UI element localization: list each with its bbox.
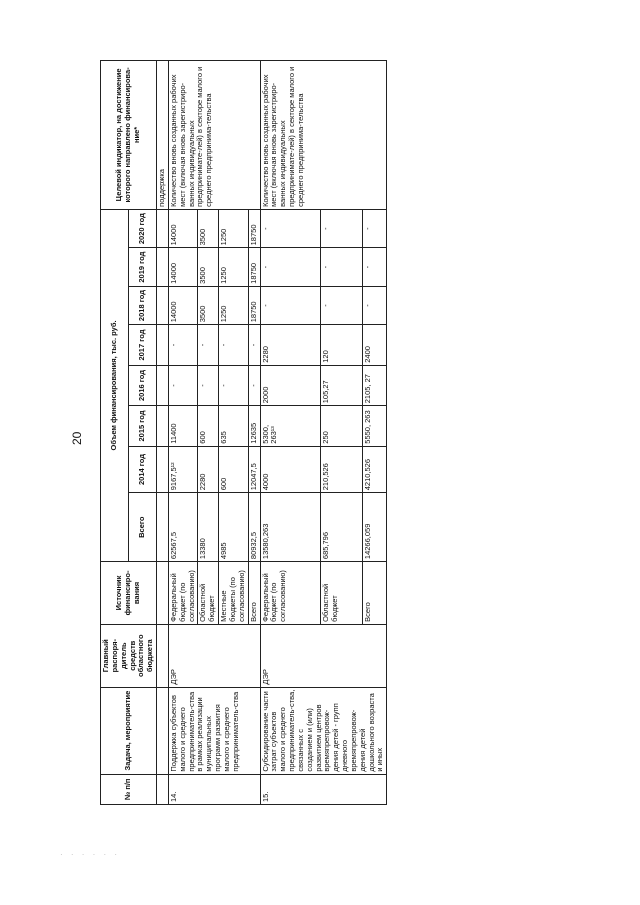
row-year-value: 635 <box>219 406 249 446</box>
row-year-value: 210,526 <box>320 446 362 493</box>
row-year-value: 600 <box>219 446 249 493</box>
empty-cell <box>157 325 169 365</box>
row-year-value: 11400 <box>168 406 198 446</box>
row-total: 13580,263 <box>260 493 320 562</box>
row-year-value: - <box>219 325 249 365</box>
header-source: Источник финансиро-вания <box>101 562 157 625</box>
row-year-value: 1250 <box>219 209 249 248</box>
row-year-value: - <box>248 365 260 405</box>
row-year-value: - <box>363 248 387 286</box>
row-total: 80932,5 <box>248 493 260 562</box>
empty-cell <box>157 365 169 405</box>
header-year: 2016 год <box>129 365 157 405</box>
empty-cell <box>157 774 169 804</box>
row-year-value: 2400 <box>363 325 387 365</box>
row-year-value: 2000 <box>260 365 320 405</box>
row-source: Областной бюджет <box>320 562 362 625</box>
empty-cell <box>157 624 169 687</box>
row-year-value: - <box>219 365 249 405</box>
header-year: 2020 год <box>129 209 157 248</box>
row-total: 62567,5 <box>168 493 198 562</box>
header-year: 2017 год <box>129 325 157 365</box>
row-source: Всего <box>248 562 260 625</box>
row-year-value: - <box>168 365 198 405</box>
header-manager: Главный распоря-дитель средств областного бюджета <box>101 624 157 687</box>
row-year-value: 1250 <box>219 286 249 324</box>
row-year-value: 18750 <box>248 248 260 286</box>
row-year-value: 1250 <box>219 248 249 286</box>
row-num: 14. <box>168 774 260 804</box>
row-source: Местные бюджеты (по согласованию) <box>219 562 249 625</box>
empty-cell <box>157 687 169 774</box>
row-indicator: Количество вновь созданных рабочих мест (включая вновь зарегистриро-ванных индивидуальных предпринимате-лей) в секторе малого и среднего предпринима-тельства <box>260 61 387 210</box>
row-manager: ДЭР <box>260 624 387 687</box>
row-year-value: - <box>320 209 362 248</box>
row-total: 13380 <box>198 493 219 562</box>
empty-cell <box>157 446 169 493</box>
header-year: 2018 год <box>129 286 157 324</box>
row-total: 685,796 <box>320 493 362 562</box>
financing-table <box>100 60 387 805</box>
row-year-value: 600 <box>198 406 219 446</box>
row-year-value: 3500 <box>198 209 219 248</box>
carry-over-text: поддержка <box>157 61 169 210</box>
header-indicator: Целевой индикатор, на достижение которого направлено финансирова-ние* <box>101 61 157 210</box>
row-year-value: 4210,526 <box>363 446 387 493</box>
row-task: Субсидирование части затрат субъектов малого и среднего предприниматель-ства, связанных с созданием и (или) развитием центров времяпрепровож-дения детей - групп дневного времяпрепровож-дения детей дошкольного возраста и иных <box>260 687 387 774</box>
header-year: 2015 год <box>129 406 157 446</box>
row-task: Поддержка субъектов малого и среднего предприниматель-ства в рамках реализации муниципальных программ развития малого и среднего предприниматель-ства <box>168 687 260 774</box>
row-year-value: 2105, 27 <box>363 365 387 405</box>
row-year-value: - <box>260 248 320 286</box>
row-year-value: 18750 <box>248 286 260 324</box>
row-year-value: 120 <box>320 325 362 365</box>
row-source: Всего <box>363 562 387 625</box>
row-year-value: - <box>260 286 320 324</box>
header-task: Задача, мероприятие <box>101 687 157 774</box>
row-year-value: - <box>198 325 219 365</box>
header-row-1 <box>101 61 129 805</box>
row-year-value: - <box>320 248 362 286</box>
empty-cell <box>157 562 169 625</box>
row-year-value: 14000 <box>168 209 198 248</box>
row-year-value: 5300, 263¹³ <box>260 406 320 446</box>
page-number: 20 <box>70 431 84 445</box>
empty-cell <box>157 248 169 286</box>
header-total: Всего <box>129 493 157 562</box>
row-year-value: 18750 <box>248 209 260 248</box>
row-year-value: - <box>198 365 219 405</box>
header-year: 2014 год <box>129 446 157 493</box>
row-year-value: 2280 <box>260 325 320 365</box>
row-total: 14266,059 <box>363 493 387 562</box>
row-year-value: 4000 <box>260 446 320 493</box>
table-row <box>168 61 198 805</box>
row-year-value: 12047,5 <box>248 446 260 493</box>
row-num: 15. <box>260 774 387 804</box>
carry-over-row <box>157 61 169 805</box>
header-volume: Объем финансирования, тыс. руб. <box>101 209 129 561</box>
row-year-value: 14000 <box>168 286 198 324</box>
header-year: 2019 год <box>129 248 157 286</box>
row-source: Федеральный бюджет (по согласованию) <box>260 562 320 625</box>
row-year-value: 14000 <box>168 248 198 286</box>
empty-cell <box>157 209 169 248</box>
scan-specks: · · · · · · <box>60 850 121 859</box>
row-year-value: - <box>363 209 387 248</box>
row-source: Федеральный бюджет (по согласованию) <box>168 562 198 625</box>
row-year-value: - <box>248 325 260 365</box>
row-year-value: 3500 <box>198 248 219 286</box>
row-year-value: 2280 <box>198 446 219 493</box>
row-year-value: - <box>363 286 387 324</box>
rotated-table-wrapper <box>100 60 630 805</box>
row-year-value: 12635 <box>248 406 260 446</box>
empty-cell <box>157 286 169 324</box>
row-manager: ДЭР <box>168 624 260 687</box>
empty-cell <box>157 493 169 562</box>
row-year-value: - <box>320 286 362 324</box>
row-year-value: - <box>168 325 198 365</box>
row-year-value: 9167,5¹² <box>168 446 198 493</box>
row-source: Областной бюджет <box>198 562 219 625</box>
header-num: № п/п <box>101 774 157 804</box>
row-year-value: 5550, 263 <box>363 406 387 446</box>
row-indicator: Количество вновь созданных рабочих мест (включая вновь зарегистриро-ванных индивидуальных предпринимате-лей) в секторе малого и среднего предпринима-тельства <box>168 61 260 210</box>
row-year-value: 3500 <box>198 286 219 324</box>
row-total: 4985 <box>219 493 249 562</box>
row-year-value: 105,27 <box>320 365 362 405</box>
row-year-value: - <box>260 209 320 248</box>
table-row <box>260 61 320 805</box>
empty-cell <box>157 406 169 446</box>
row-year-value: 250 <box>320 406 362 446</box>
